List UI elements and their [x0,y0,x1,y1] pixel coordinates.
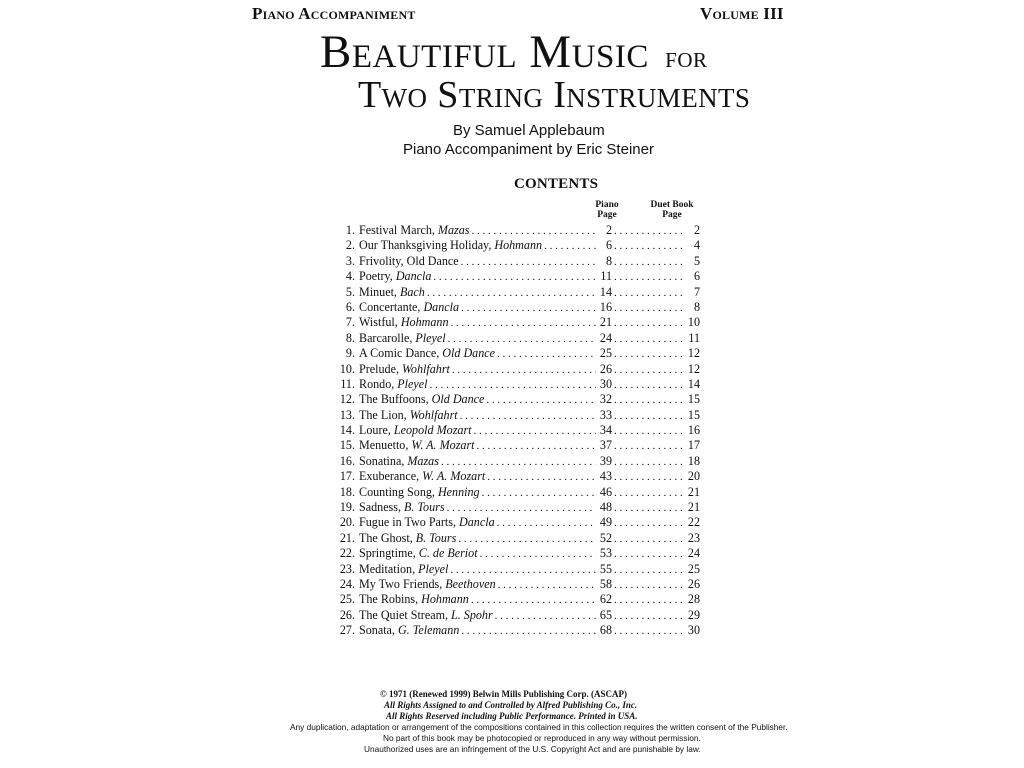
entry-duet-page: 28 [687,592,700,607]
entry-title: A Comic Dance, [359,346,440,361]
entry-composer: W. A. Mozart [422,469,486,484]
dot-leader [612,455,684,470]
entry-number: 22. [339,546,355,561]
entry-duet-page: 16 [687,423,700,438]
dot-leader [612,609,684,624]
contents-entry [334,392,700,407]
entry-piano-page: 30 [599,376,612,391]
entry-piano-page: 49 [599,515,612,530]
duet-page-column-header [644,200,700,220]
entry-title: Fugue in Two Parts, [359,515,457,530]
dot-leader [612,409,684,424]
dot-leader [612,270,684,285]
dot-leader [612,239,684,254]
duet-page-header-line-2: Page [662,210,682,220]
entry-number: 1. [345,223,355,237]
dot-leader [612,255,684,270]
dot-leader [612,563,684,578]
entry-composer: Pleyel [415,330,446,345]
entry-number: 27. [339,623,355,638]
entry-piano-page: 43 [599,469,612,484]
entry-duet-page: 15 [687,392,700,407]
dot-leader [475,439,596,454]
entry-title: Our Thanksgiving Holiday, [359,238,492,253]
piano-page-column-header [582,200,632,220]
book-title-main: Beautiful Music [320,26,649,78]
book-title-line-2: Two String Instruments [358,74,751,116]
entry-composer: Old Dance [431,392,485,407]
dot-leader [448,563,596,578]
entry-number: 3. [345,253,355,268]
entry-piano-page: 25 [599,346,612,361]
contents-entry [334,485,700,500]
entry-duet-page: 5 [693,253,700,268]
entry-title: The Ghost, [359,530,413,545]
entry-piano-page: 55 [599,561,612,576]
contents-entry [334,346,700,361]
entry-number: 25. [339,592,355,607]
entry-composer: Dancla [459,515,495,530]
entry-title: The Quiet Stream, [359,607,448,622]
entry-duet-page: 8 [693,299,700,314]
series-label: Piano Accompaniment [252,4,416,23]
entry-number: 13. [339,407,355,422]
entry-piano-page: 21 [599,315,612,330]
entry-composer: B. Tours [404,500,445,515]
dot-leader [612,486,684,501]
entry-piano-page: 52 [599,530,612,545]
entry-duet-page: 11 [688,330,700,345]
entry-composer: Hohmann [494,238,543,253]
dot-leader [612,593,684,608]
entry-piano-page: 24 [599,330,612,345]
entry-title: The Buffoons, [359,392,429,407]
contents-entry [334,423,700,438]
entry-piano-page: 2 [605,223,612,237]
dot-leader [612,332,684,347]
entry-title: Loure, [359,423,391,438]
copyright-notice: © 1971 (Renewed 1999) Belwin Mills Publishing Corp. (ASCAP) [380,689,627,699]
entry-duet-page: 10 [687,315,700,330]
entry-number: 21. [339,530,355,545]
entry-composer: Hohmann [400,315,449,330]
entry-composer: G. Telemann [397,623,460,638]
dot-leader [612,393,684,408]
entry-title: The Lion, [359,407,407,422]
dot-leader [496,578,596,593]
entry-piano-page: 68 [599,623,612,638]
contents-entry [334,408,700,423]
contents-entry [334,562,700,577]
entry-composer: C. de Beriot [418,546,478,561]
contents-entry [334,254,700,269]
dot-leader [612,347,684,362]
entry-duet-page: 25 [687,561,700,576]
dot-leader [459,255,596,270]
entry-number: 7. [345,315,355,330]
author-credit: By Samuel Applebaum [453,122,605,139]
entry-composer: B. Tours [415,530,457,545]
dot-leader [459,301,596,316]
contents-entry [334,377,700,392]
dot-leader [431,270,596,285]
dot-leader [612,516,684,531]
contents-entry [334,531,700,546]
dot-leader [612,316,684,331]
entry-piano-page: 6 [605,238,612,253]
dot-leader [469,593,596,608]
entry-title: Prelude, [359,361,399,376]
entry-number: 23. [339,561,355,576]
contents-entry [334,608,700,623]
entry-title: Wistful, [359,315,398,330]
entry-piano-page: 39 [599,453,612,468]
contents-entry [334,546,700,561]
dot-leader [425,286,596,301]
dot-leader [612,378,684,393]
entry-number: 8. [345,330,355,345]
dot-leader [612,532,684,547]
dot-leader [612,363,684,378]
entry-piano-page: 33 [599,407,612,422]
contents-entry [334,315,700,330]
contents-entry [334,469,700,484]
dot-leader [470,224,597,239]
entry-composer: Dancla [395,269,432,284]
entry-duet-page: 26 [687,576,700,591]
entry-piano-page: 62 [599,592,612,607]
contents-entry [334,269,700,284]
entry-number: 14. [339,423,355,438]
dot-leader [449,316,596,331]
entry-title: Sadness, [359,500,401,515]
entry-title: Minuet, [359,284,397,299]
entry-title: Sonata, [359,623,395,638]
dot-leader [612,439,684,454]
entry-composer: Hohmann [421,592,469,607]
contents-list [334,223,700,639]
entry-piano-page: 37 [599,438,612,453]
entry-duet-page: 12 [687,346,700,361]
entry-composer: Beethoven [445,576,496,591]
entry-duet-page: 22 [687,515,700,530]
entry-piano-page: 58 [599,576,612,591]
entry-title: The Robins, [359,592,419,607]
entry-number: 2. [345,238,355,253]
entry-duet-page: 24 [687,546,700,561]
dot-leader [612,470,684,485]
entry-piano-page: 34 [599,423,612,438]
dot-leader [495,347,596,362]
entry-duet-page: 14 [687,376,700,391]
entry-number: 16. [339,453,355,468]
entry-composer: Mazas [437,223,470,237]
entry-duet-page: 2 [693,223,700,237]
rights-assignment-line: All Rights Assigned to and Controlled by Alfred Publishing Co., Inc. [384,700,638,710]
contents-entry [334,577,700,592]
piano-page-header-line-2: Page [597,210,617,220]
dot-leader [612,424,684,439]
contents-entry [334,500,700,515]
entry-piano-page: 16 [599,299,612,314]
contents-entry [334,438,700,453]
dot-leader [542,239,596,254]
copyright-act-notice: Unauthorized uses are an infringement of the U.S. Copyright Act and are punishable by law. [364,744,701,754]
accompanist-credit: Piano Accompaniment by Eric Steiner [403,141,654,158]
entry-duet-page: 6 [693,269,700,284]
entry-duet-page: 23 [687,530,700,545]
entry-duet-page: 21 [687,484,700,499]
dot-leader [612,547,684,562]
dot-leader [612,501,684,516]
contents-entry [334,515,700,530]
entry-piano-page: 48 [599,500,612,515]
entry-piano-page: 14 [599,284,612,299]
contents-entry [334,362,700,377]
photocopy-notice: No part of this book may be photocopied or reproduced in any way without permission. [383,733,701,743]
duet-page-header-line-1: Duet Book [650,200,694,210]
entry-title: Frivolity, Old Dance [359,253,459,268]
dot-leader [485,470,596,485]
entry-piano-page: 32 [599,392,612,407]
entry-composer: Bach [399,284,425,299]
entry-title: My Two Friends, [359,576,443,591]
book-title-for: for [665,41,708,74]
entry-number: 10. [339,361,355,376]
entry-piano-page: 46 [599,484,612,499]
dot-leader [612,624,684,639]
entry-composer: Pleyel [418,561,449,576]
contents-entry [334,300,700,315]
entry-title: Meditation, [359,561,416,576]
entry-number: 9. [345,346,355,361]
entry-piano-page: 65 [599,607,612,622]
dot-leader [495,516,596,531]
entry-duet-page: 15 [687,407,700,422]
contents-heading: CONTENTS [514,176,599,192]
entry-composer: L. Spohr [451,607,493,622]
entry-composer: Henning [437,484,480,499]
entry-number: 24. [339,576,355,591]
dot-leader [480,486,596,501]
entry-piano-page: 8 [605,253,612,268]
entry-title: Concertante, [359,299,421,314]
dot-leader [612,224,684,239]
entry-duet-page: 20 [687,469,700,484]
entry-number: 6. [345,299,355,314]
entry-duet-page: 18 [687,453,700,468]
entry-number: 17. [339,469,355,484]
entry-composer: Pleyel [397,376,428,391]
entry-number: 18. [339,484,355,499]
entry-duet-page: 29 [687,607,700,622]
entry-piano-page: 11 [600,269,612,284]
entry-piano-page: 53 [599,546,612,561]
dot-leader [458,409,596,424]
entry-duet-page: 12 [687,361,700,376]
contents-entry [334,592,700,607]
volume-label: Volume III [700,4,784,23]
entry-title: Barcarolle, [359,330,413,345]
entry-composer: Leopold Mozart [393,423,472,438]
dot-leader [445,501,596,516]
entry-number: 12. [339,392,355,407]
entry-composer: Old Dance [442,346,496,361]
entry-duet-page: 4 [693,238,700,253]
entry-title: Poetry, [359,269,393,284]
entry-title: Springtime, [359,546,416,561]
contents-entry [334,223,700,238]
dot-leader [472,424,596,439]
dot-leader [456,532,596,547]
contents-entry [334,623,700,638]
entry-composer: Wohlfahrt [409,407,458,422]
dot-leader [478,547,596,562]
contents-entry [334,285,700,300]
entry-duet-page: 21 [687,500,700,515]
dot-leader [446,332,596,347]
entry-composer: Dancla [423,299,460,314]
entry-number: 26. [339,607,355,622]
entry-title: Exuberance, [359,469,420,484]
entry-number: 5. [345,284,355,299]
entry-title: Counting Song, [359,484,435,499]
entry-number: 19. [339,500,355,515]
entry-number: 15. [339,438,355,453]
entry-duet-page: 17 [687,438,700,453]
dot-leader [612,301,684,316]
contents-entry [334,454,700,469]
dot-leader [493,609,596,624]
rights-reserved-line: All Rights Reserved including Public Performance. Printed in USA. [386,711,638,721]
dot-leader [428,378,597,393]
entry-number: 20. [339,515,355,530]
entry-composer: Wohlfahrt [401,361,450,376]
piano-page-header-line-1: Piano [595,200,619,210]
contents-entry [334,331,700,346]
entry-title: Rondo, [359,376,395,391]
entry-title: Menuetto, [359,438,409,453]
entry-number: 11. [340,376,355,391]
entry-duet-page: 7 [693,284,700,299]
dot-leader [484,393,596,408]
entry-title: Sonatina, [359,453,405,468]
dot-leader [612,286,684,301]
entry-title: Festival March, [359,223,435,237]
book-title-line-1 [320,25,708,79]
entry-composer: W. A. Mozart [411,438,475,453]
dot-leader [439,455,596,470]
entry-composer: Mazas [407,453,439,468]
duplication-notice: Any duplication, adaptation or arrangement of the compositions contained in this collection requires the written consent of the Publisher. [290,722,788,732]
dot-leader [612,578,684,593]
entry-duet-page: 30 [687,623,700,638]
dot-leader [450,363,596,378]
entry-number: 4. [345,269,355,284]
entry-piano-page: 26 [599,361,612,376]
dot-leader [459,624,596,639]
contents-entry [334,238,700,253]
